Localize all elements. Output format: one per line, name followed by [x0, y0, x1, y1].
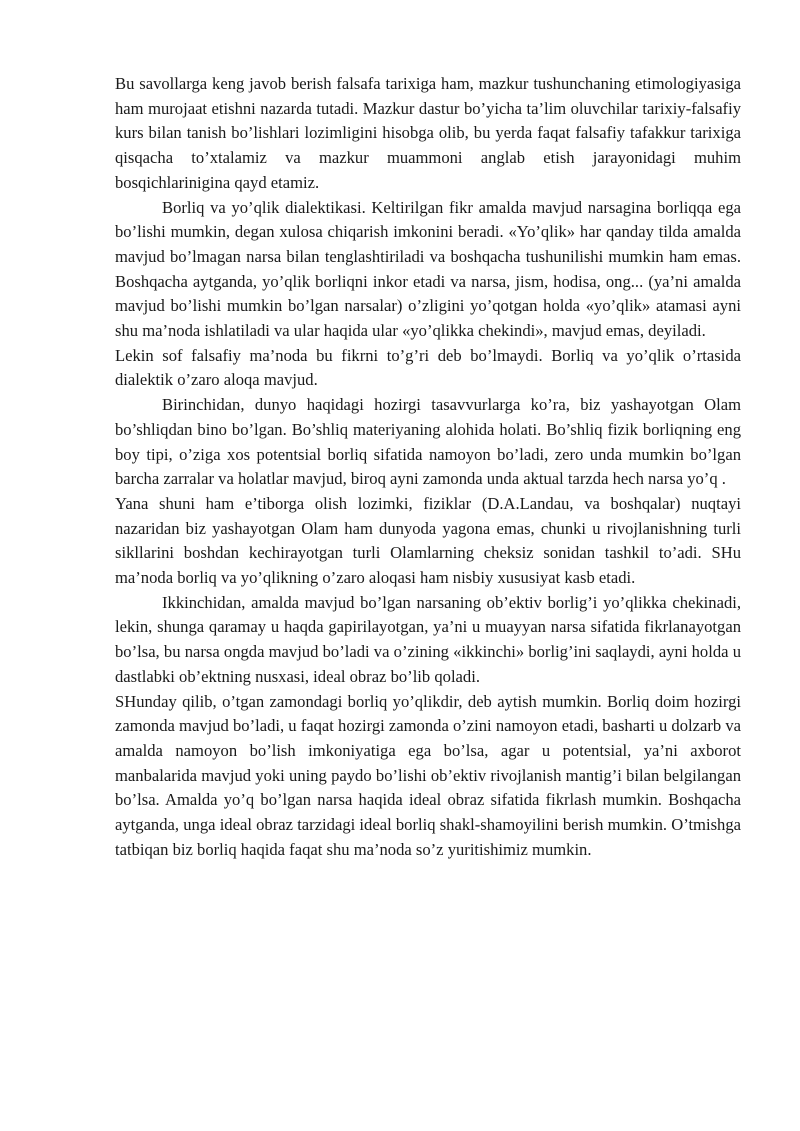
paragraph-secondly: Ikkinchidan, amalda mavjud bo’lgan narsaning ob’ektiv borlig’i yo’qlikka chekinadi, lekin, shunga qaramay u haqda gapirilayotgan, ya’ni u muayyan narsa sifatida fikrlanayotgan bo’lsa, bu narsa ongda mavjud bo’ladi va o’zining «ikkinchi» borlig’ini saqlaydi, ayni holda u dastlabki ob’ektning nusxasi, ideal obraz bo’lib qoladi.: [115, 592, 741, 686]
paragraph-intro: Bu savollarga keng javob berish falsafa tarixiga ham, mazkur tushunchaning etimologiyasiga ham murojaat etishni nazarda tutadi. Mazkur dastur bo’yicha ta’lim oluvchilar tarixiy-falsafiy kurs bilan tanish bo’lishlari lozimligini hisobga olib, bu yerda faqat falsafiy tafakkur tarixiga qisqacha to’xtalamiz va mazkur muammoni anglab etish jarayonidagi muhim bosqichlarinigina qayd etamiz.: [115, 74, 741, 192]
paragraph-firstly: Birinchidan, dunyo haqidagi hozirgi tasavvurlarga ko’ra, biz yashayotgan Olam bo’shliqdan bino bo’lgan. Bo’shliq materiyaning alohida holati. Bo’shliq fizik borliqning eng boy tipi, o’ziga xos potentsial borliq sifatida namoyon bo’ladi, zero unda mumkin bo’lgan barcha zarralar va holatlar mavjud, biroq ayni zamonda unda aktual tarzda hech narsa yo’q .: [115, 395, 741, 489]
paragraph-being-nonbeing: Borliq va yo’qlik dialektikasi. Keltirilgan fikr amalda mavjud narsagina borliqqa ega bo’lishi mumkin, degan xulosa chiqarish imkonini beradi. «Yo’qlik» har qanday tilda amalda mavjud bo’lmagan narsa bilan tenglashtiriladi va boshqacha tushunilishi mumkin ham emas. Boshqacha aytganda, yo’qlik borliqni inkor etadi va narsa, jism, hodisa, ong... (ya’ni amalda mavjud bo’lishi mumkin bo’lgan narsalar) o’zligini yo’qotgan holda «yo’qlik» atamasi ayni shu ma’noda ishlatiladi va ular haqida ular «yo’qlikka chekindi», mavjud emas, deyiladi.: [115, 197, 741, 341]
paragraph-conclusion: SHunday qilib, o’tgan zamondagi borliq yo’qlikdir, deb aytish mumkin. Borliq doim hozirgi zamonda mavjud bo’ladi, u faqat hozirgi zamonda o’zini namoyon etadi, basharti u dolzarb va amalda namoyon bo’lish imkoniyatiga ega bo’lsa, agar u potentsial, ya’ni axborot manbalarida mavjud yoki uning paydo bo’lishi ob’ektiv rivojlanish mantig’i bilan belgilangan bo’lsa. Amalda yo’q bo’lgan narsa haqida ideal obraz sifatida fikrlash mumkin. Boshqacha aytganda, unga ideal obraz tarzidagi ideal borliq shakl-shamoyilini berish mumkin. O’tmishga tatbiqan biz borliq haqida faqat shu ma’noda so’z yuritishimiz mumkin.: [115, 691, 741, 859]
paragraph-physicists: Yana shuni ham e’tiborga olish lozimki, fiziklar (D.A.Landau, va boshqalar) nuqtayi nazaridan biz yashayotgan Olam ham dunyoda yagona emas, chunki u rivojlanishning turli sikllarini boshdan kechirayotgan turli Olamlarning cheksiz sonidan tashkil to’adi. SHu ma’noda borliq va yo’qlikning o’zaro aloqasi ham nisbiy xususiyat kasb etadi.: [115, 493, 741, 588]
paragraph-dialectic: Lekin sof falsafiy ma’noda bu fikrni to’g’ri deb bo’lmaydi. Borliq va yo’qlik o’rtasida dialektik o’zaro aloqa mavjud.: [115, 345, 741, 390]
document-page: [115, 72, 741, 863]
